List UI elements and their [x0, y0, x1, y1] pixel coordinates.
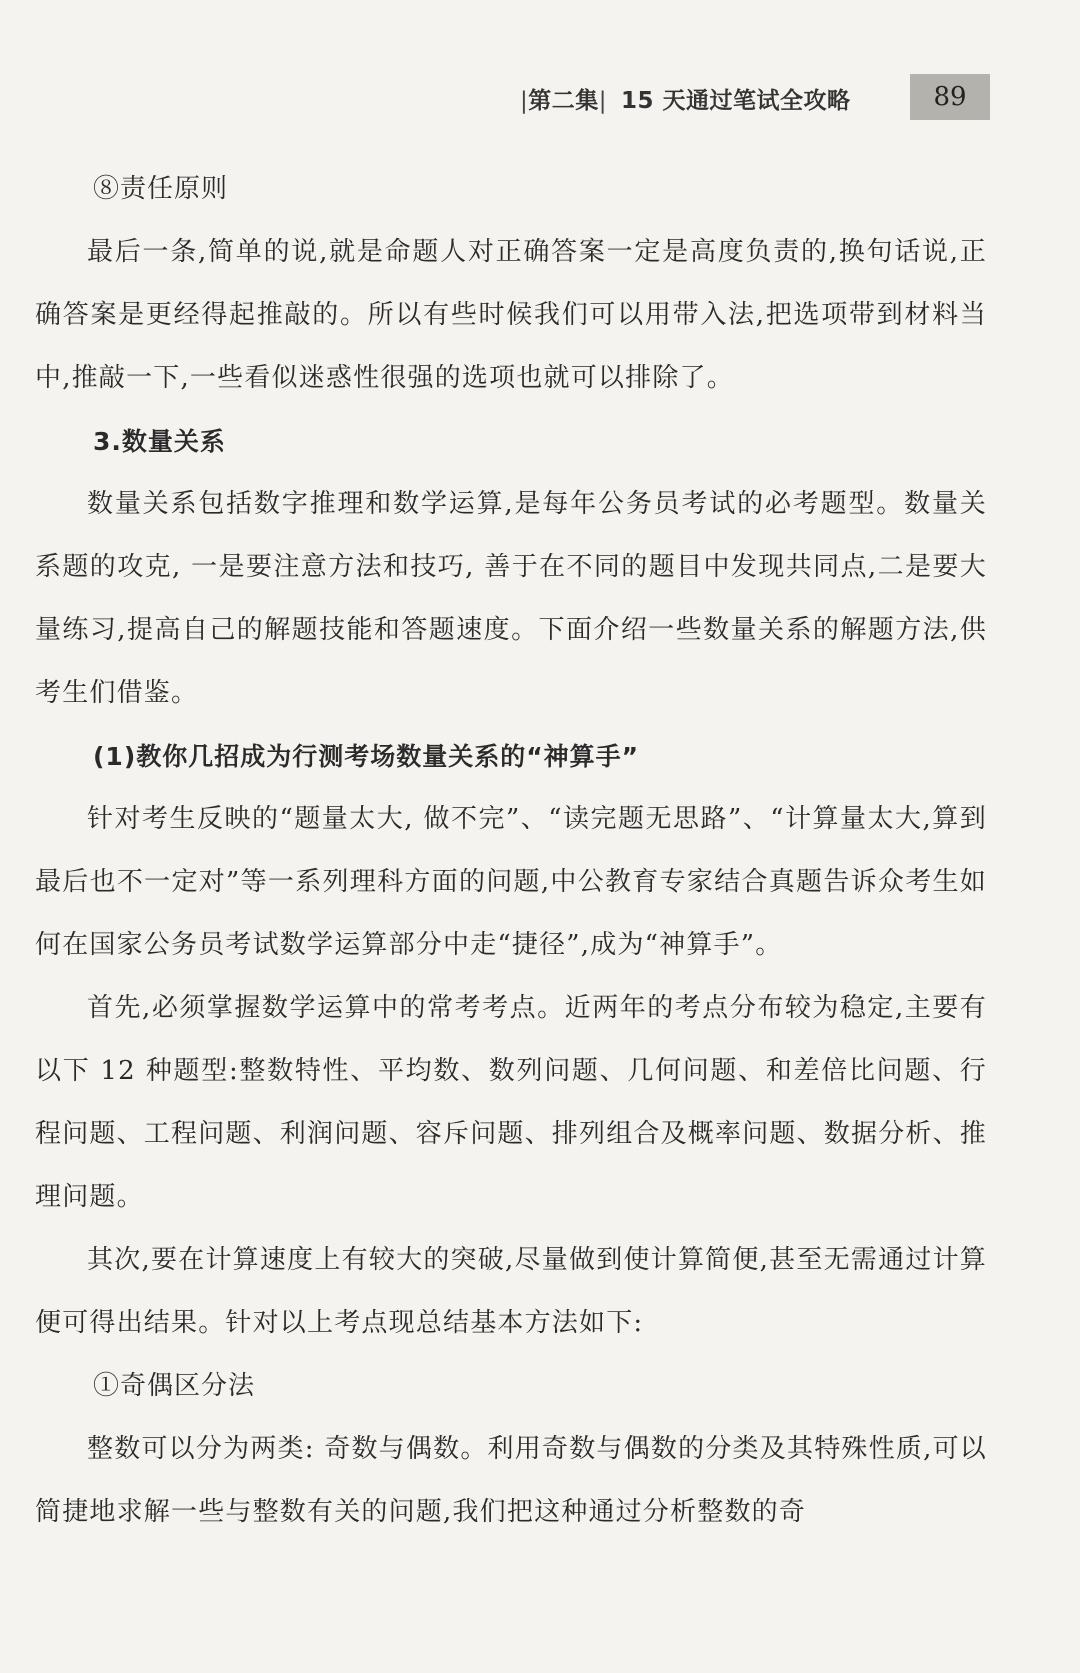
page-body [35, 158, 987, 1544]
paragraph: 数量关系包括数字推理和数学运算,是每年公务员考试的必考题型。数量关系题的攻克, 一是要注意方法和技巧, 善于在不同的题目中发现共同点,二是要大量练习,提高自己的解题技能和答题速度。下面介绍一些数量关系的解题方法,供考生们借鉴。 [35, 489, 987, 708]
subsection-heading: (1)教你几招成为行测考场数量关系的“神算手” [93, 742, 640, 771]
paragraph: 整数可以分为两类: 奇数与偶数。利用奇数与偶数的分类及其特殊性质,可以简捷地求解一些与整数有关的问题,我们把这种通过分析整数的奇 [35, 1434, 987, 1527]
subheading-responsibility: ⑧责任原则 [93, 174, 229, 204]
paragraph: 其次,要在计算速度上有较大的突破,尽量做到使计算简便,甚至无需通过计算便可得出结果。针对以上考点现总结基本方法如下: [35, 1245, 987, 1338]
header-section: 第二集 [528, 88, 599, 114]
paragraph: 首先,必须掌握数学运算中的常考考点。近两年的考点分布较为稳定,主要有以下 12 种题型:整数特性、平均数、数列问题、几何问题、和差倍比问题、行程问题、工程问题、利润问题、容斥问题、排列组合及概率问题、数据分析、推理问题。 [35, 993, 988, 1212]
paragraph: 最后一条,简单的说,就是命题人对正确答案一定是高度负责的,换句话说,正确答案是更经得起推敲的。所以有些时候我们可以用带入法,把选项带到材料当中,推敲一下,一些看似迷惑性很强的选项也就可以排除了。 [35, 237, 987, 393]
subheading-parity: ①奇偶区分法 [93, 1371, 256, 1401]
section-heading: 3.数量关系 [93, 427, 226, 456]
header-title: |第二集| 15 天通过笔试全攻略 [520, 88, 851, 114]
page-number: 89 [910, 74, 990, 120]
running-header [520, 68, 990, 126]
header-book-title: 15 天通过笔试全攻略 [621, 88, 851, 114]
paragraph: 针对考生反映的“题量太大, 做不完”、“读完题无思路”、“计算量太大,算到最后也不一定对”等一系列理科方面的问题,中公教育专家结合真题告诉众考生如何在国家公务员考试数学运算部分中走“捷径”,成为“神算手”。 [35, 804, 987, 960]
